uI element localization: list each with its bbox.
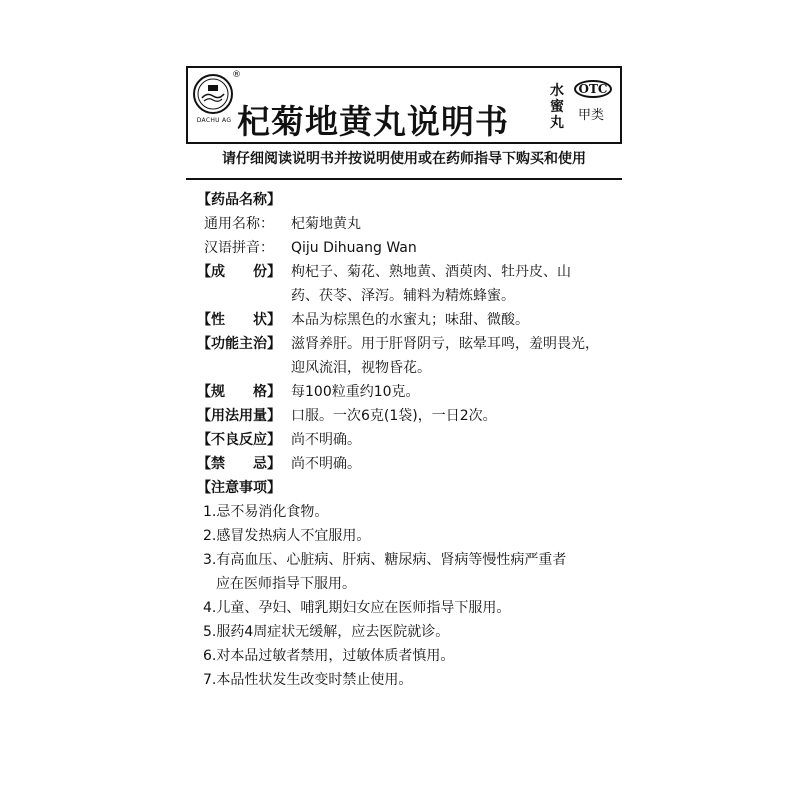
ingredients-label: 【成 份】 (197, 264, 281, 280)
brand-logo-icon (195, 76, 231, 112)
instruction-body (197, 188, 629, 692)
dosage-label: 【用法用量】 (197, 408, 281, 424)
header-top-rule (186, 66, 622, 68)
precaution-item: 1.忌不易消化食物。 (203, 504, 329, 520)
ingredients-row (197, 260, 629, 308)
properties-label: 【性 状】 (197, 312, 281, 328)
brand-logo (193, 74, 233, 114)
contraindications-label: 【禁 忌】 (197, 456, 281, 472)
adverse-reactions-row (197, 428, 629, 452)
pinyin-label: 汉语拼音： (204, 240, 274, 256)
precaution-item: 7.本品性状发生改变时禁止使用。 (203, 672, 413, 688)
generic-name-row (197, 212, 629, 236)
precaution-item: 5.服药4周症状无缓解，应去医院就诊。 (203, 624, 450, 640)
precaution-item-line2: 应在医师指导下服用。 (216, 576, 356, 592)
pinyin-row (197, 236, 629, 260)
indications-label: 【功能主治】 (197, 336, 281, 352)
specification-label: 【规 格】 (197, 384, 281, 400)
contraindications-value: 尚不明确。 (291, 456, 361, 472)
indications-value-line1: 滋肾养肝。用于肝肾阴亏，眩晕耳鸣，羞明畏光， (291, 336, 599, 352)
precaution-item: 2.感冒发热病人不宜服用。 (203, 528, 371, 544)
indications-row (197, 332, 629, 380)
dosage-form-label: 水蜜丸 (550, 83, 564, 131)
header-left-border (186, 68, 188, 142)
drug-name-heading-row (197, 188, 629, 212)
logo-caption: DACHU AG (196, 117, 232, 124)
usage-notice: 请仔细阅读说明书并按说明使用或在药师指导下购买和使用 (222, 151, 586, 167)
page-title: 杞菊地黄丸说明书 (237, 102, 509, 141)
precaution-item: 6.对本品过敏者禁用，过敏体质者慎用。 (203, 648, 455, 664)
properties-value: 本品为棕黑色的水蜜丸；味甜、微酸。 (291, 312, 529, 328)
precaution-item: 4.儿童、孕妇、哺乳期妇女应在医师指导下服用。 (203, 600, 511, 616)
otc-class-label: 甲类 (578, 108, 605, 123)
pinyin-value: Qiju Dihuang Wan (291, 240, 417, 256)
precautions-heading: 【注意事项】 (197, 480, 281, 496)
ingredients-value-line2: 药、茯苓、泽泻。辅料为精炼蜂蜜。 (291, 288, 515, 304)
contraindications-row (197, 452, 629, 476)
indications-value-line2: 迎风流泪，视物昏花。 (291, 360, 431, 376)
properties-row (197, 308, 629, 332)
adverse-reactions-value: 尚不明确。 (291, 432, 361, 448)
specification-row (197, 380, 629, 404)
precaution-item (197, 548, 629, 596)
otc-badge: OTC (574, 80, 612, 98)
drug-name-heading: 【药品名称】 (197, 192, 281, 208)
ingredients-value-line1: 枸杞子、菊花、熟地黄、酒萸肉、牡丹皮、山 (291, 264, 571, 280)
dosage-row (197, 404, 629, 428)
header-right-border (620, 68, 622, 142)
generic-name-label: 通用名称： (204, 216, 274, 232)
adverse-reactions-label: 【不良反应】 (197, 432, 281, 448)
registered-mark: ® (232, 70, 241, 80)
specification-value: 每100粒重约10克。 (291, 384, 420, 400)
precautions-heading-row (197, 476, 629, 500)
notice-bottom-rule (186, 178, 622, 180)
precautions-list (197, 500, 629, 692)
generic-name-value: 杞菊地黄丸 (291, 216, 361, 232)
dosage-value: 口服。一次6克(1袋)，一日2次。 (291, 408, 497, 424)
precaution-item-line1: 3.有高血压、心脏病、肝病、糖尿病、肾病等慢性病严重者 (203, 552, 567, 568)
